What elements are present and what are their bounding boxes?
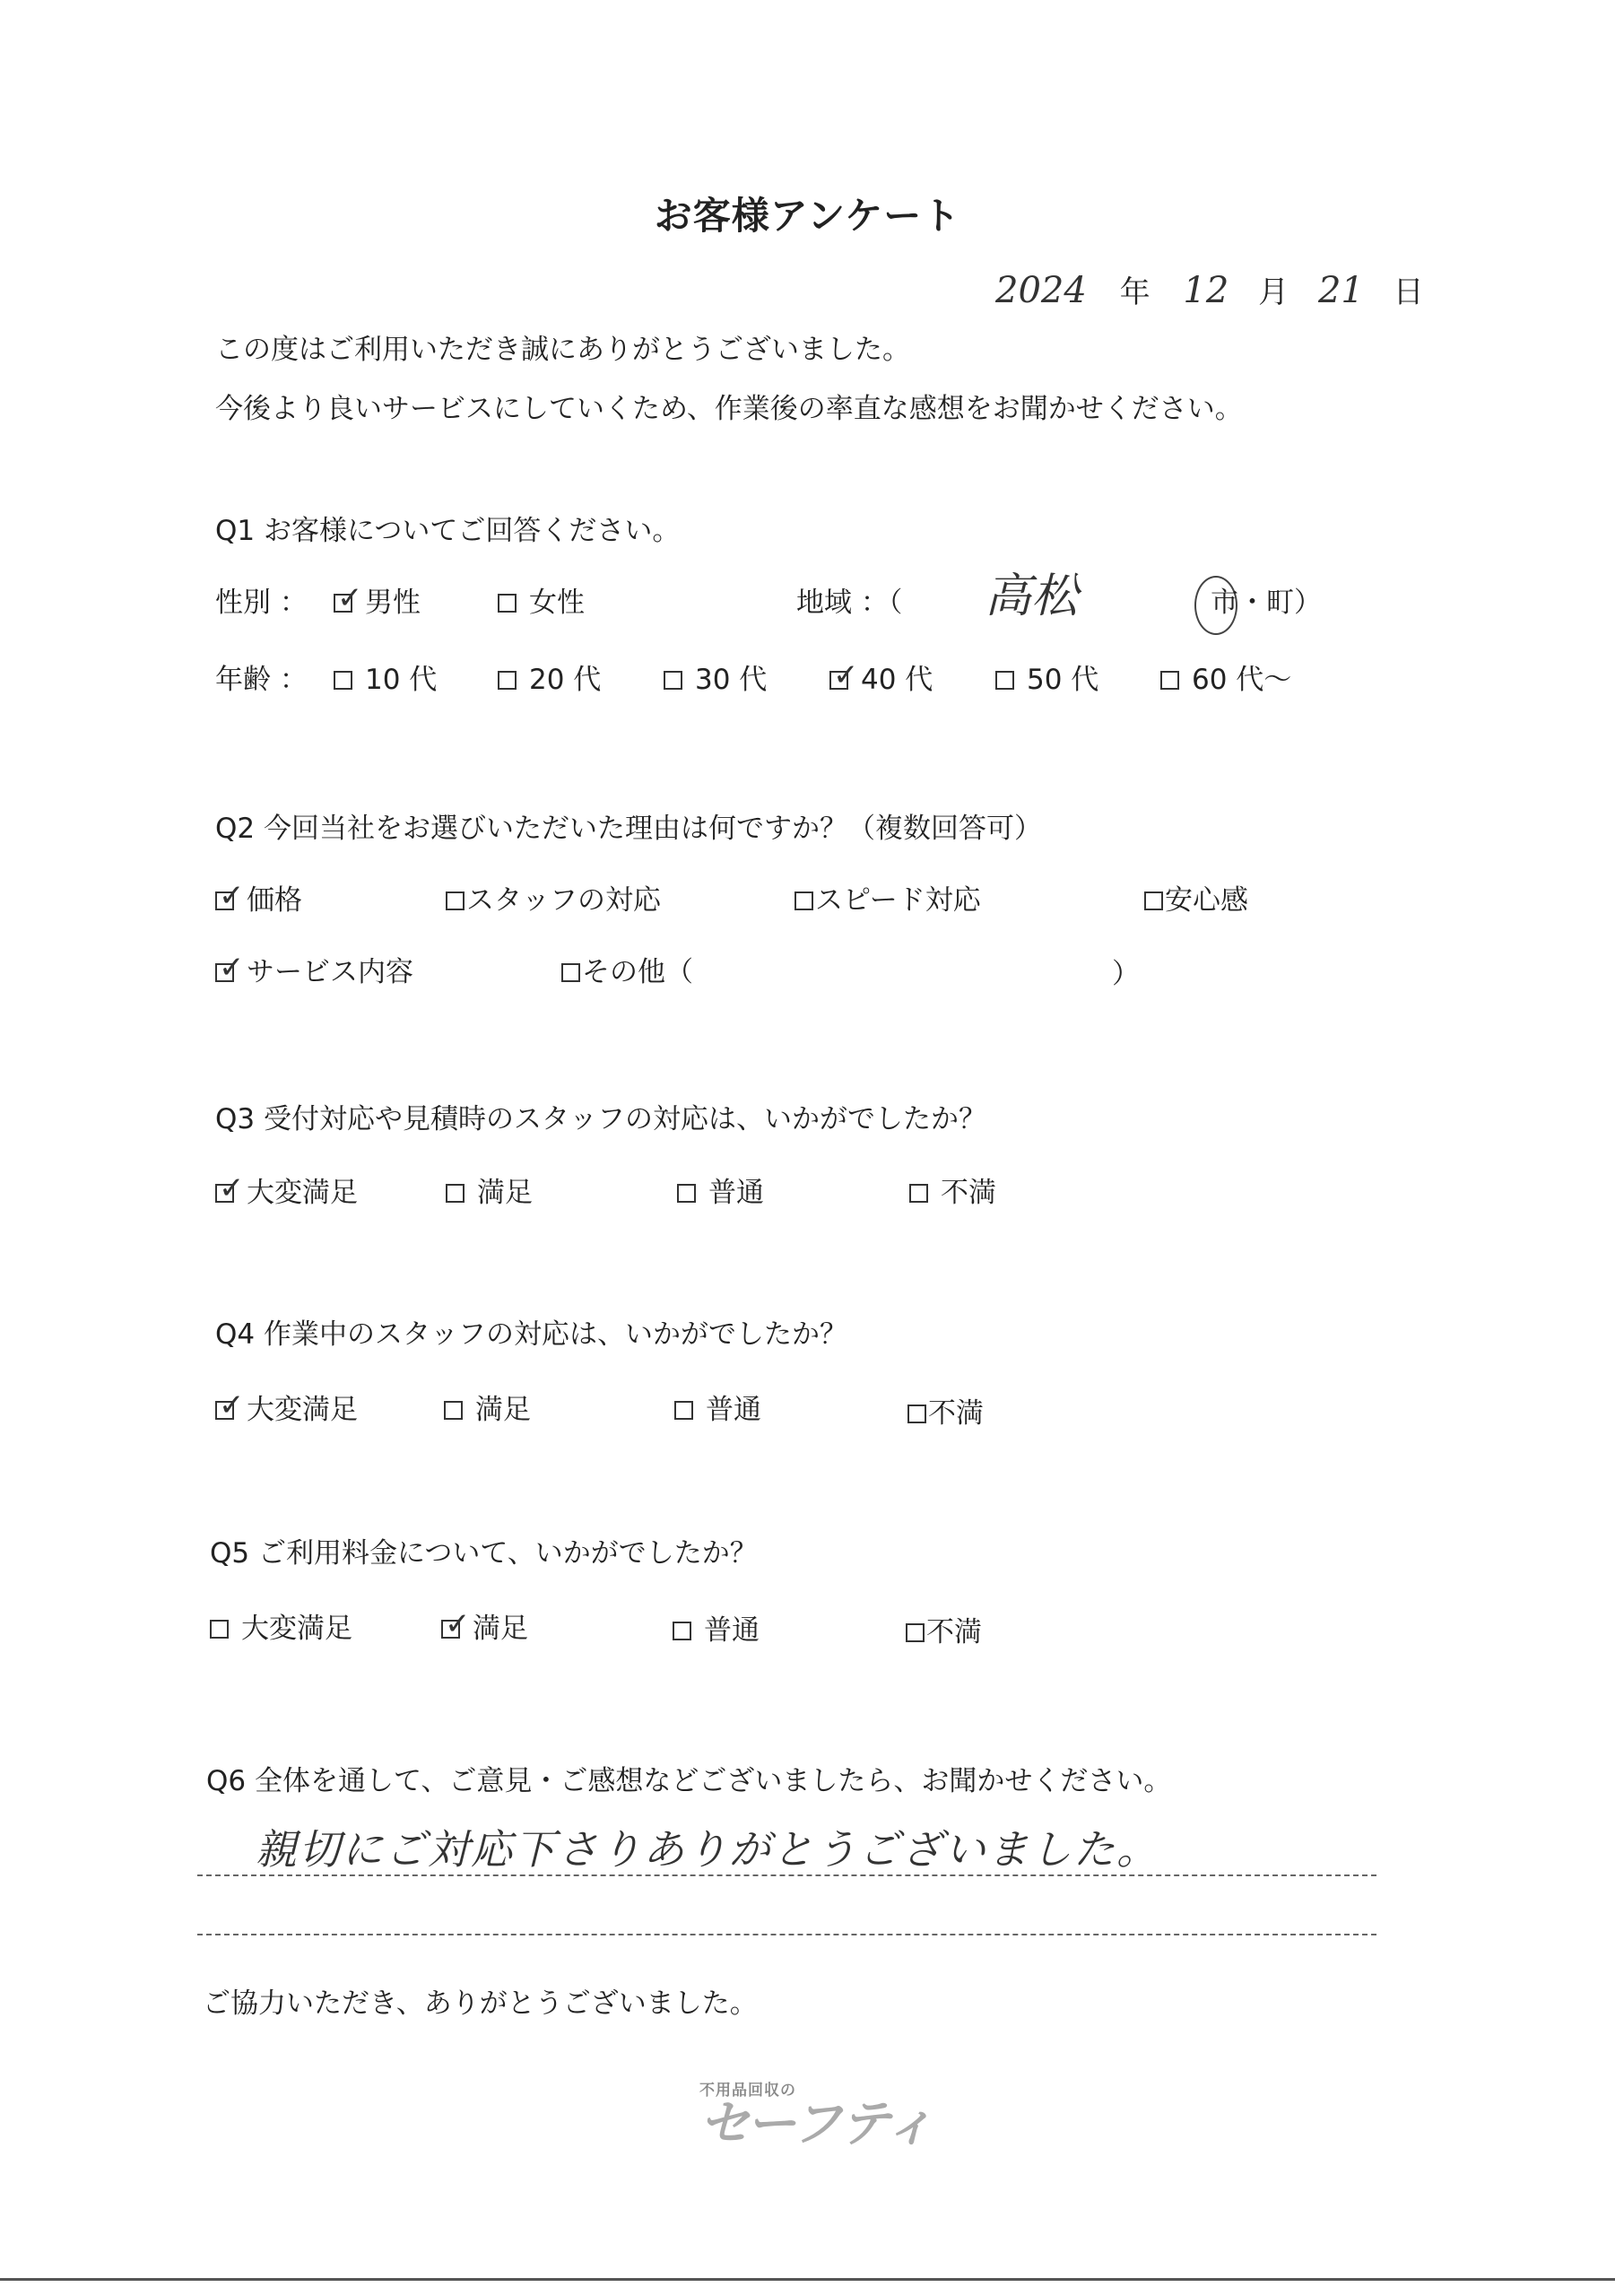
answer-line-1 [197, 1874, 1376, 1876]
checkbox[interactable] [673, 1622, 691, 1640]
checkbox[interactable] [334, 579, 363, 616]
checkbox[interactable] [215, 1387, 245, 1423]
check-mark-icon: ✓ [833, 657, 859, 693]
q3-option-satisfied[interactable] [446, 1175, 533, 1211]
gender-option-female[interactable] [498, 585, 585, 621]
option-label: 大変満足 [241, 1613, 352, 1645]
region-city-label: 市 [1211, 587, 1238, 619]
option-label: 普通 [708, 1177, 764, 1209]
option-label: スピード対応 [815, 884, 981, 917]
check-mark-icon: ✓ [219, 877, 245, 914]
reason-option-price[interactable] [215, 877, 302, 918]
region-label: 地域 ：（ [796, 587, 903, 619]
checkbox[interactable] [909, 1184, 928, 1203]
q5-option-dissatisfied[interactable] [906, 1614, 982, 1650]
logo-tagline: 不用品回収の [699, 2082, 796, 2100]
q5-option-very-satisfied[interactable] [210, 1611, 352, 1647]
logo-name: セーフティ [699, 2095, 933, 2153]
q1-question: Q1 お客様についてご回答ください。 [215, 515, 681, 547]
checkbox[interactable] [334, 671, 352, 690]
option-label: 10 代 [365, 664, 438, 696]
gender-option-male[interactable] [334, 579, 421, 621]
checkbox[interactable] [444, 1401, 463, 1420]
q5-question: Q5 ご利用料金について、いかがでしたか？ [210, 1537, 758, 1570]
closing-message: ご協力いただき、ありがとうございました。 [203, 1987, 758, 2020]
checkbox[interactable] [215, 949, 245, 986]
option-label: 大変満足 [247, 1177, 358, 1209]
option-label: スタッフの対応 [466, 884, 661, 917]
q3-option-very-satisfied[interactable] [215, 1170, 358, 1211]
age-label: 年齢 ： [215, 664, 308, 696]
date-year: 2024 [995, 270, 1087, 311]
date-month: 12 [1183, 270, 1229, 311]
page-title: お客様アンケート [654, 194, 961, 238]
age-option-40[interactable] [829, 657, 933, 698]
date-day-unit: 日 [1393, 274, 1424, 310]
q6-question: Q6 全体を通して、ご意見・ご感想などございましたら、お聞かせください。 [206, 1765, 1172, 1797]
gender-label: 性別 ： [215, 587, 308, 619]
date-day: 21 [1317, 270, 1364, 311]
option-label: 20 代 [529, 664, 602, 696]
q3-option-normal[interactable] [677, 1175, 764, 1211]
answer-line-2 [197, 1934, 1376, 1935]
age-option-30[interactable] [664, 662, 767, 698]
reason-other-close: ） [1112, 958, 1140, 990]
option-label: サービス内容 [247, 956, 413, 988]
option-label: 普通 [704, 1614, 760, 1647]
option-label: 普通 [706, 1394, 761, 1426]
option-label: 満足 [475, 1394, 531, 1426]
q4-option-dissatisfied[interactable] [907, 1396, 984, 1431]
checkbox[interactable] [215, 877, 245, 914]
checkbox[interactable] [1160, 671, 1179, 690]
option-label: 60 代〜 [1192, 664, 1292, 696]
option-label: 安心感 [1165, 884, 1248, 917]
option-label: 40 代 [861, 664, 933, 696]
option-label: 男性 [365, 587, 421, 619]
option-label: 不満 [926, 1616, 982, 1648]
age-option-20[interactable] [498, 662, 601, 698]
intro-line-1: この度はご利用いただき誠にありがとうございました。 [215, 334, 910, 366]
reason-option-relief[interactable] [1144, 883, 1248, 918]
q4-option-very-satisfied[interactable] [215, 1387, 358, 1428]
checkbox[interactable] [829, 657, 859, 693]
option-label: 50 代 [1027, 664, 1099, 696]
checkbox[interactable] [210, 1620, 229, 1639]
checkbox[interactable] [498, 594, 517, 613]
check-mark-icon: ✓ [445, 1605, 471, 1642]
age-option-10[interactable] [334, 662, 437, 698]
intro-line-2: 今後より良いサービスにしていくため、作業後の率直な感想をお聞かせください。 [215, 393, 1243, 425]
checkbox[interactable] [995, 671, 1014, 690]
reason-option-other[interactable] [561, 954, 693, 990]
checkbox[interactable] [906, 1623, 925, 1642]
reason-option-service[interactable] [215, 949, 413, 990]
option-label: その他（ [582, 956, 693, 988]
checkbox[interactable] [215, 1170, 245, 1206]
company-logo [699, 2077, 933, 2153]
region-value: 高松 [985, 570, 1079, 623]
checkbox[interactable] [441, 1605, 471, 1642]
checkbox[interactable] [677, 1184, 696, 1203]
option-label: 満足 [473, 1613, 528, 1645]
option-label: 満足 [477, 1177, 533, 1209]
date-month-unit: 月 [1258, 274, 1289, 310]
q3-option-dissatisfied[interactable] [909, 1175, 996, 1211]
age-option-50[interactable] [995, 662, 1098, 698]
region-suffix [1211, 585, 1322, 621]
check-mark-icon: ✓ [219, 949, 245, 986]
checkbox[interactable] [794, 891, 813, 910]
q4-option-normal[interactable] [674, 1392, 761, 1428]
q2-question: Q2 今回当社をお選びいただいた理由は何ですか？（複数回答可） [215, 813, 1042, 845]
reason-option-speed[interactable] [794, 883, 981, 918]
checkbox[interactable] [561, 963, 580, 982]
q6-answer: 親切にご対応下さりありがとうございました。 [256, 1825, 1159, 1874]
checkbox[interactable] [446, 1184, 465, 1203]
checkbox[interactable] [907, 1405, 926, 1423]
checkbox[interactable] [498, 671, 517, 690]
checkbox[interactable] [1144, 891, 1163, 910]
option-label: 不満 [941, 1177, 996, 1209]
check-mark-icon: ✓ [219, 1170, 245, 1206]
option-label: 30 代 [695, 664, 768, 696]
checkbox[interactable] [664, 671, 682, 690]
checkbox[interactable] [446, 891, 465, 910]
reason-option-staff[interactable] [446, 883, 661, 918]
region-close: ） [1294, 587, 1322, 619]
checkbox[interactable] [674, 1401, 693, 1420]
q4-question: Q4 作業中のスタッフの対応は、いかがでしたか？ [215, 1318, 847, 1351]
q4-option-satisfied[interactable] [444, 1392, 531, 1428]
date-year-unit: 年 [1119, 274, 1150, 310]
option-label: 大変満足 [247, 1394, 358, 1426]
survey-date [995, 267, 1424, 311]
check-mark-icon: ✓ [219, 1387, 245, 1423]
check-mark-icon: ✓ [337, 579, 363, 616]
age-option-60[interactable] [1160, 662, 1291, 698]
option-label: 不満 [928, 1397, 984, 1430]
option-label: 女性 [529, 587, 585, 619]
q5-option-satisfied[interactable] [441, 1605, 528, 1647]
bottom-divider [0, 2278, 1615, 2281]
region-town-label: 町 [1266, 587, 1294, 619]
q5-option-normal[interactable] [673, 1613, 760, 1648]
option-label: 価格 [247, 884, 302, 917]
region-sep: ・ [1238, 587, 1266, 619]
q3-question: Q3 受付対応や見積時のスタッフの対応は、いかがでしたか？ [215, 1103, 986, 1135]
